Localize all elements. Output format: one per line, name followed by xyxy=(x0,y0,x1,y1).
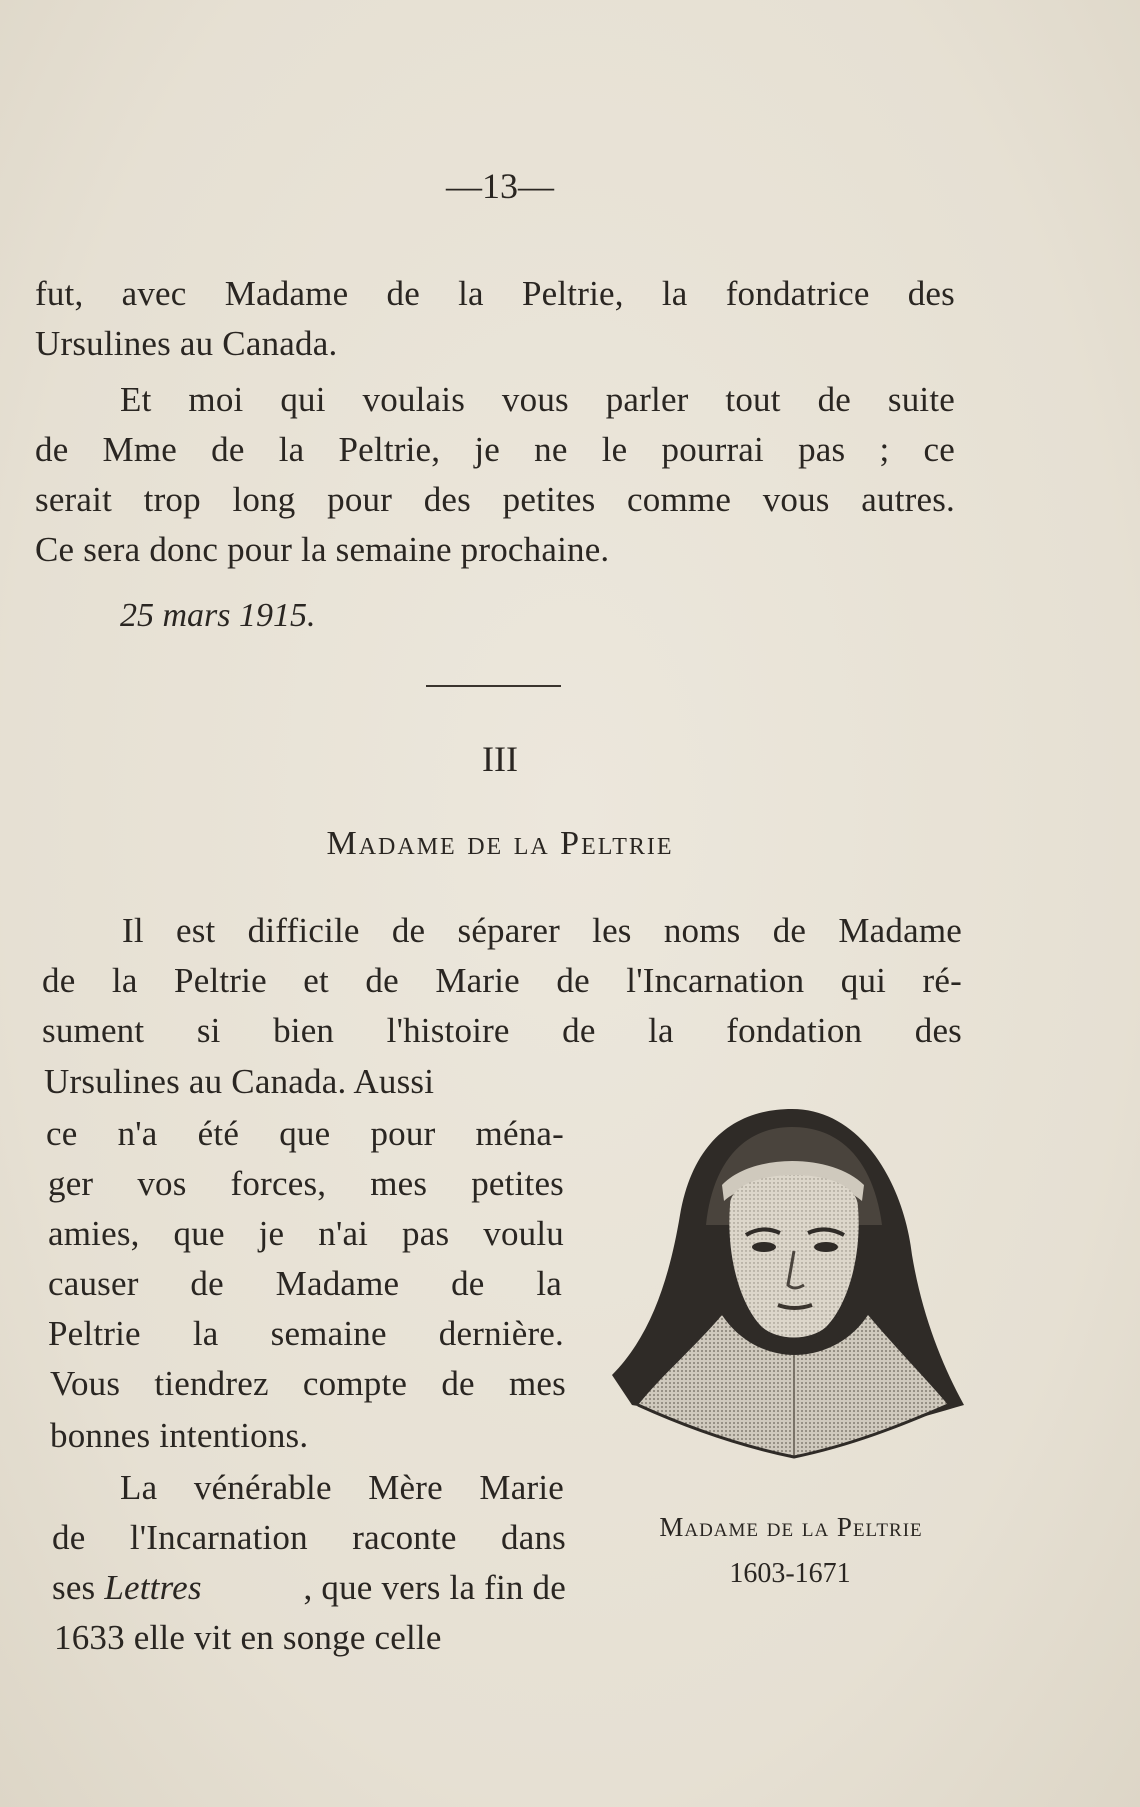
text-line: La vénérable Mère Marie xyxy=(120,1468,564,1507)
text-fragment: , que vers la fin de xyxy=(303,1568,566,1607)
portrait-illustration xyxy=(612,1105,972,1475)
text-line: de Mme de la Peltrie, je ne le pourrai pas ; ce xyxy=(35,430,955,469)
text-line: serait trop long pour des petites comme vous autres. xyxy=(35,480,955,519)
text-line: bonnes intentions. xyxy=(50,1416,309,1455)
text-line: Ursulines au Canada. xyxy=(35,324,338,363)
portrait-caption-name: Madame de la Peltrie xyxy=(659,1512,923,1542)
section-title: Madame de la Peltrie xyxy=(326,825,674,862)
text-line: de la Peltrie et de Marie de l'Incarnation qui ré- xyxy=(42,961,962,1000)
italic-title: Lettres xyxy=(104,1568,202,1607)
text-line: Vous tiendrez compte de mes xyxy=(50,1364,566,1403)
text-line: amies, que je n'ai pas voulu xyxy=(48,1214,564,1253)
page-number: —13— xyxy=(446,166,554,206)
section-number: III xyxy=(482,739,518,779)
date-line: 25 mars 1915. xyxy=(120,597,316,634)
text-line: Il est difficile de séparer les noms de Madame xyxy=(122,911,962,950)
text-line: 1633 elle vit en songe celle xyxy=(54,1618,442,1657)
portrait-caption-years: 1603-1671 xyxy=(729,1558,851,1589)
section-divider xyxy=(426,685,561,687)
text-line: de l'Incarnation raconte dans xyxy=(52,1518,566,1557)
text-line xyxy=(52,1566,566,1610)
text-line: ger vos forces, mes petites xyxy=(48,1164,564,1203)
text-line: Ce sera donc pour la semaine prochaine. xyxy=(35,530,610,569)
text-line: Et moi qui voulais vous parler tout de suite xyxy=(120,380,955,419)
text-line: fut, avec Madame de la Peltrie, la fondatrice des xyxy=(35,274,955,313)
text-fragment: ses Lettres xyxy=(52,1568,202,1607)
text-line: Ursulines au Canada. Aussi xyxy=(44,1062,435,1101)
text-line: causer de Madame de la xyxy=(48,1264,562,1303)
text-line: Peltrie la semaine dernière. xyxy=(48,1314,564,1353)
text-line: sument si bien l'histoire de la fondation des xyxy=(42,1011,962,1050)
text-line: ce n'a été que pour ména- xyxy=(46,1114,564,1153)
